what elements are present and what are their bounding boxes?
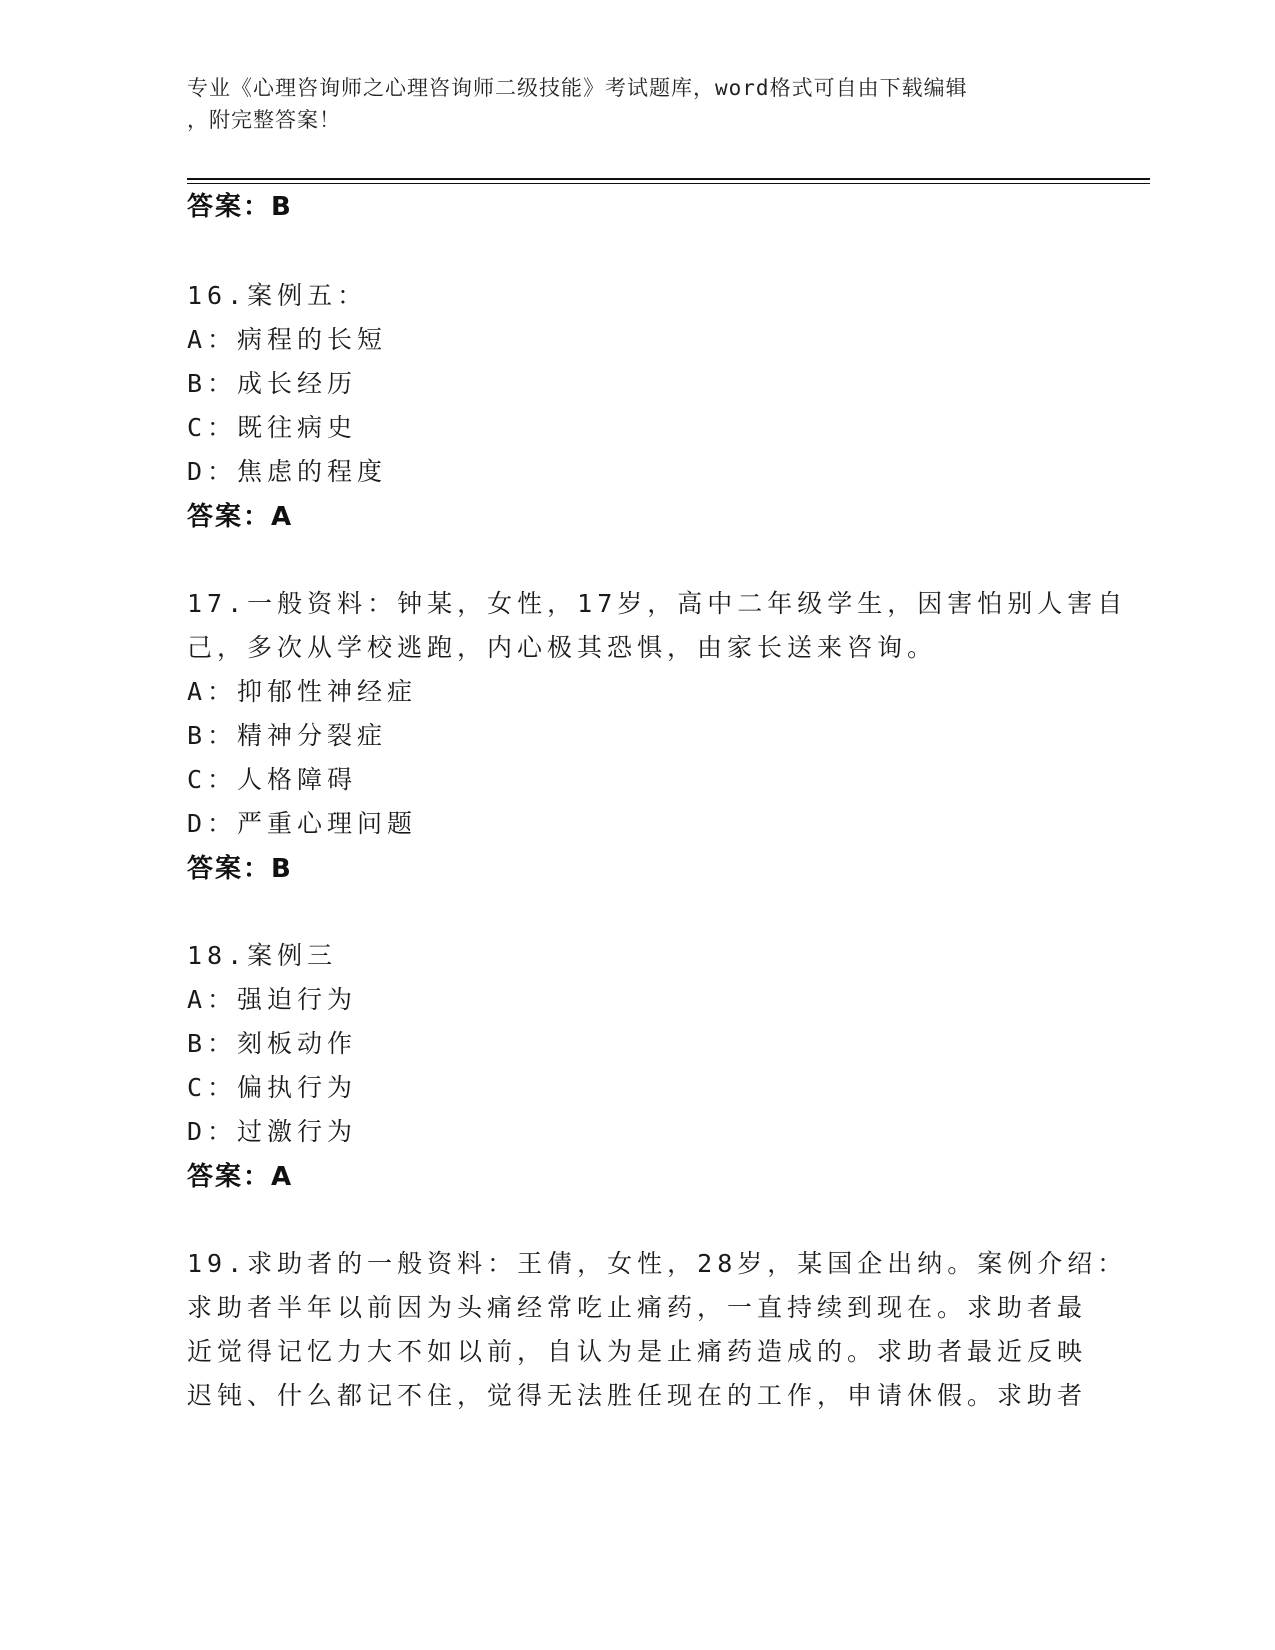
header-line-1: 专业《心理咨询师之心理咨询师二级技能》考试题库，word格式可自由下载编辑 (187, 76, 968, 100)
question-16-option-a: A：病程的长短 (187, 325, 388, 354)
question-17-option-b: B：精神分裂症 (187, 721, 388, 750)
header-rule-thick (187, 178, 1150, 180)
question-17-option-d: D：严重心理问题 (187, 809, 418, 838)
question-16-title: 16.案例五： (187, 281, 368, 310)
question-16-option-c: C：既往病史 (187, 413, 358, 442)
question-18-option-a: A：强迫行为 (187, 985, 358, 1014)
header-rule-thin (187, 183, 1150, 184)
question-18-answer: 答案：A (187, 1162, 294, 1192)
question-18-option-c: C：偏执行为 (187, 1073, 358, 1102)
question-17-title-line-2: 己，多次从学校逃跑，内心极其恐惧，由家长送来咨询。 (187, 633, 938, 662)
question-17-answer: 答案：B (187, 854, 293, 884)
question-19-line-2: 求助者半年以前因为头痛经常吃止痛药，一直持续到现在。求助者最 (187, 1293, 1088, 1322)
document-header (187, 72, 1067, 136)
answer-line: 答案：B (187, 192, 293, 222)
header-line-2: ，附完整答案！ (187, 108, 341, 132)
question-16-option-b: B：成长经历 (187, 369, 358, 398)
question-19-line-1: 19.求助者的一般资料：王倩，女性，28岁，某国企出纳。案例介绍： (187, 1249, 1128, 1278)
question-19-line-3: 近觉得记忆力大不如以前，自认为是止痛药造成的。求助者最近反映 (187, 1337, 1088, 1366)
question-17-option-c: C：人格障碍 (187, 765, 358, 794)
question-16-option-d: D：焦虑的程度 (187, 457, 388, 486)
question-18-option-b: B：刻板动作 (187, 1029, 358, 1058)
question-16-answer: 答案：A (187, 502, 294, 532)
question-17-title-line-1: 17.一般资料：钟某，女性，17岁，高中二年级学生，因害怕别人害自 (187, 589, 1128, 618)
question-18-option-d: D：过激行为 (187, 1117, 358, 1146)
question-17-option-a: A：抑郁性神经症 (187, 677, 418, 706)
question-18-title: 18.案例三 (187, 941, 338, 970)
question-19-line-4: 迟钝、什么都记不住，觉得无法胜任现在的工作，申请休假。求助者 (187, 1381, 1088, 1410)
